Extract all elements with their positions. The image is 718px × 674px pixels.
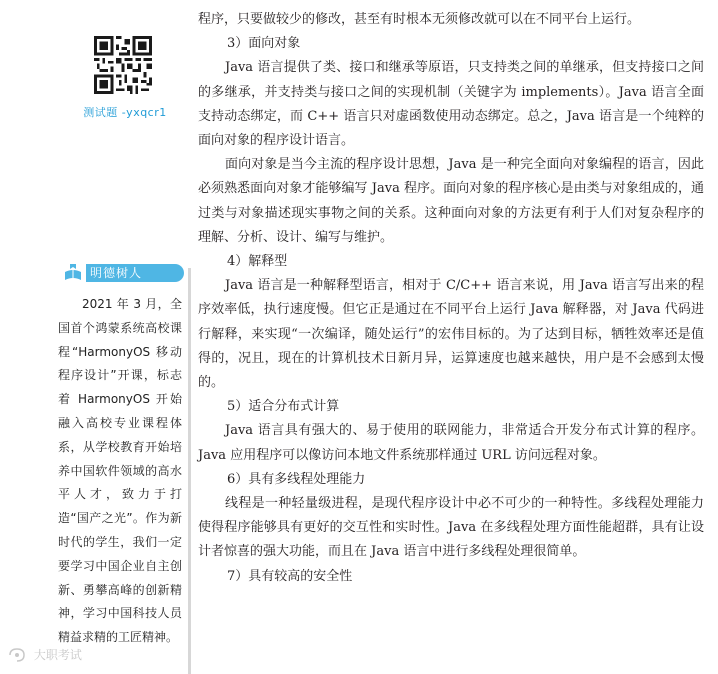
heading-4: 4）解释型: [227, 254, 288, 270]
paragraph-3a: Java 语言提供了类、接口和继承等原语，只支持类之间的单继承，但支持接口之间的多继承，并支持类与接口之间的实现机制（关键字为 implements）。Java 语言全面支持动态绑定，而 C++ 语言只对虚函数使用动态绑定。总之，Java 语言是一个纯粹的面向对象的程序设计语言。: [198, 60, 704, 149]
watermark-text: 大职考试: [33, 648, 82, 662]
heading-5: 5）适合分布式计算: [227, 399, 340, 415]
qr-caption: 测试题 -yxqcr1: [83, 106, 167, 119]
tree-paragraph: 2021 年 3 月，全国首个鸿蒙系统高校课程“HarmonyOS 移动程序设计”开课，标志着 HarmonyOS 开始融入高校专业课程体系，从学校教育开始培养中国软件领域的高水平人才，致力于打造“国产之光”。作为新时代的学生，我们一定要学习中国企业自主创新、勇攀高峰的创新精神，学习中国科技人员精益求精的工匠精神。: [58, 297, 182, 645]
paragraph-3b: 面向对象是当今主流的程序设计思想，Java 是一种完全面向对象编程的语言，因此必须熟悉面向对象才能够编写 Java 程序。面向对象的程序核心是由类与对象组成的，通过类与对象描述现实事物之间的关系。这种面向对象的方法更有利于人们对复杂程序的理解、分析、设计、编写与维护。: [198, 157, 704, 245]
tree-header: [56, 262, 186, 284]
tree-header-label: 明德树人: [90, 266, 143, 280]
paragraph-5: Java 语言具有强大的、易于使用的联网能力，非常适合开发分布式计算的程序。Java 应用程序可以像访问本地文件系统那样通过 URL 访问远程对象。: [198, 423, 704, 463]
qr-code-icon[interactable]: [94, 36, 152, 94]
column-divider: [188, 268, 191, 674]
heading-7: 7）具有较高的安全性: [227, 568, 353, 584]
tree-text: [58, 293, 182, 650]
heading-3: 3）面向对象: [227, 36, 301, 52]
heading-6: 6）具有多线程处理能力: [227, 471, 366, 487]
watermark: [8, 646, 82, 668]
paragraph-6: 线程是一种轻量级进程，是现代程序设计中必不可少的一种特性。多线程处理能力使得程序能够具有更好的交互性和实时性。Java 在多线程处理方面性能超群，具有让设计者惊喜的强大功能，而且在 Java 语言中进行多线程处理很简单。: [198, 496, 704, 560]
watermark-logo-icon: [8, 648, 26, 662]
book-icon: [62, 262, 84, 282]
sidebar: [0, 0, 188, 674]
paragraph-4: Java 语言是一种解释型语言，相对于 C/C++ 语言来说，用 Java 语言写出来的程序效率低，执行速度慢。但它正是通过在不同平台上运行 Java 解释器，对 Java 代码进行解释，来实现“一次编译，随处运行”的宏伟目标的。为了达到目标，牺牲效率还是值得的，况且，现在的计算机技术日新月异，运算速度也越来越快，用户是不会感到太慢的。: [198, 278, 704, 391]
paragraph-top: 程序，只要做较少的修改，甚至有时根本无须修改就可以在不同平台上运行。: [198, 12, 641, 27]
main-content: [198, 8, 704, 589]
